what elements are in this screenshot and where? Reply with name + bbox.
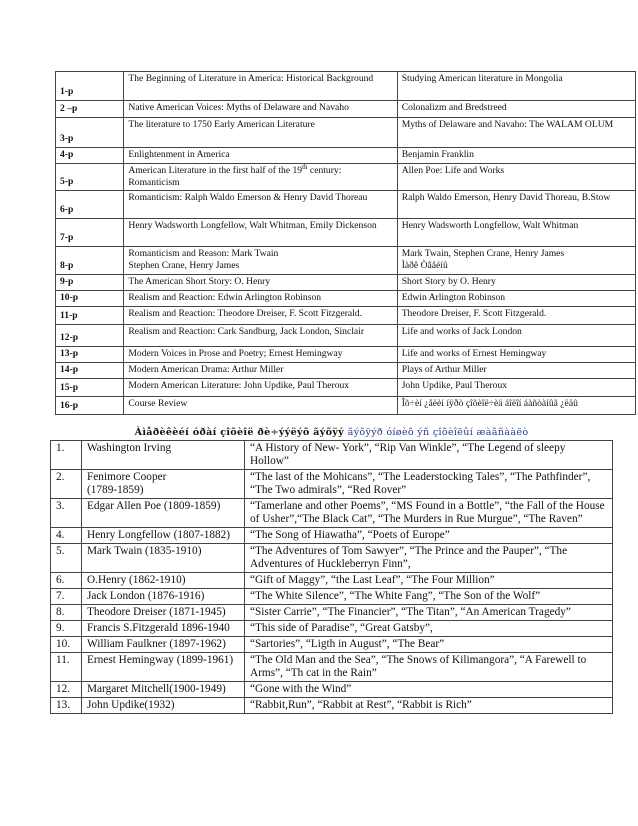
header-part-2: ãýõÿýð óíøèõ ýñ çîõèîëûí æàãñààëò <box>347 427 529 438</box>
extra-cell: Henry Wadsworth Longfellow, Walt Whitman <box>397 219 635 247</box>
topic-cell: Modern Voices in Prose and Poetry; Ernest Hemingway <box>124 347 397 363</box>
schedule-row <box>56 379 636 397</box>
author-cell: Theodore Dreiser (1871-1945) <box>82 605 245 621</box>
author-cell: Edgar Allen Poe (1809-1859) <box>82 499 245 528</box>
schedule-row <box>56 148 636 164</box>
schedule-row <box>56 118 636 148</box>
week-cell: 12-p <box>56 325 124 347</box>
works-cell: “Sartories”, “Ligth in August”, “The Bear” <box>245 637 613 653</box>
extra-cell: Îõ÷èí ¿åëèí íÿðò çîõèîë÷èä áîëîí áàñòàíûã ¿ëäû <box>397 397 635 415</box>
row-number: 5. <box>51 544 82 573</box>
extra-cell: Benjamin Franklin <box>397 148 635 164</box>
author-cell: William Faulkner (1897-1962) <box>82 637 245 653</box>
schedule-row <box>56 291 636 307</box>
works-cell: “Tamerlane and other Poems”, “MS Found in a Bottle”, “the Fall of the House of Usher”,“The Black Cat”, “The Murders in Rue Murgue”, “The Raven” <box>245 499 613 528</box>
week-cell: 15-p <box>56 379 124 397</box>
row-number: 7. <box>51 589 82 605</box>
topic-text: American Literature in the first half of the 19 <box>128 165 303 176</box>
ordinal-suffix: th <box>302 162 308 171</box>
reading-list-header <box>51 426 613 441</box>
author-cell: Ernest Hemingway (1899-1961) <box>82 653 245 682</box>
week-cell: 9-p <box>56 275 124 291</box>
week-cell: 2 –p <box>56 101 124 118</box>
extra-cell: Short Story by O. Henry <box>397 275 635 291</box>
works-cell: “Sister Carrie”, “The Financier”, “The Titan”, “An American Tragedy” <box>245 605 613 621</box>
extra-cell: Life and works of Ernest Hemingway <box>397 347 635 363</box>
topic-cell: Romanticism and Reason: Mark Twain Stephen Crane, Henry James <box>124 247 397 275</box>
topic-cell: Native American Voices: Myths of Delaware and Navaho <box>124 101 397 118</box>
reading-row <box>51 441 613 470</box>
extra-cell: Life and works of Jack London <box>397 325 635 347</box>
works-cell: “This side of Paradise”, “Great Gatsby”, <box>245 621 613 637</box>
week-cell: 6-p <box>56 191 124 219</box>
reading-row <box>51 544 613 573</box>
schedule-row <box>56 325 636 347</box>
topic-cell: Enlightenment in America <box>124 148 397 164</box>
row-number: 1. <box>51 441 82 470</box>
author-cell: Henry Longfellow (1807-1882) <box>82 528 245 544</box>
reading-row <box>51 470 613 499</box>
schedule-row <box>56 164 636 191</box>
works-cell: “A History of New- York”, “Rip Van Winkle”, “The Legend of sleepy Hollow” <box>245 441 613 470</box>
week-cell: 1-p <box>56 72 124 101</box>
topic-cell <box>124 164 397 191</box>
works-cell: “Rabbit,Run”, “Rabbit at Rest”, “Rabbit is Rich” <box>245 698 613 714</box>
extra-cell: Mark Twain, Stephen Crane, Henry James Ìàðê Òâåéíû <box>397 247 635 275</box>
week-cell: 16-p <box>56 397 124 415</box>
row-number: 6. <box>51 573 82 589</box>
reading-row <box>51 637 613 653</box>
row-number: 10. <box>51 637 82 653</box>
author-cell: Jack London (1876-1916) <box>82 589 245 605</box>
works-cell: “Gift of Maggy”, “the Last Leaf”, “The Four Million” <box>245 573 613 589</box>
topic-cell: Henry Wadsworth Longfellow, Walt Whitman, Emily Dickenson <box>124 219 397 247</box>
row-number: 3. <box>51 499 82 528</box>
row-number: 4. <box>51 528 82 544</box>
week-cell: 10-p <box>56 291 124 307</box>
works-cell: “The Song of Hiawatha”, “Poets of Europe” <box>245 528 613 544</box>
course-schedule-table <box>55 71 636 415</box>
week-cell: 3-p <box>56 118 124 148</box>
schedule-row <box>56 397 636 415</box>
row-number: 2. <box>51 470 82 499</box>
reading-list-table <box>50 426 613 714</box>
author-cell: Fenimore Cooper (1789-1859) <box>82 470 245 499</box>
topic-cell: Romanticism: Ralph Waldo Emerson & Henry David Thoreau <box>124 191 397 219</box>
extra-cell: Ralph Waldo Emerson, Henry David Thoreau, B.Stow <box>397 191 635 219</box>
reading-list-header-row <box>51 426 613 441</box>
schedule-row <box>56 247 636 275</box>
reading-row <box>51 605 613 621</box>
topic-cell: The literature to 1750 Early American Literature <box>124 118 397 148</box>
topic-cell: Modern American Literature: John Updike, Paul Theroux <box>124 379 397 397</box>
reading-row <box>51 573 613 589</box>
row-number: 11. <box>51 653 82 682</box>
topic-cell: The Beginning of Literature in America: Historical Background <box>124 72 397 101</box>
reading-row <box>51 528 613 544</box>
topic-cell: The American Short Story: O. Henry <box>124 275 397 291</box>
reading-row <box>51 653 613 682</box>
extra-cell: John Updike, Paul Theroux <box>397 379 635 397</box>
reading-row <box>51 698 613 714</box>
extra-cell: Edwin Arlington Robinson <box>397 291 635 307</box>
reading-row <box>51 589 613 605</box>
extra-cell: Allen Poe: Life and Works <box>397 164 635 191</box>
topic-cell: Realism and Reaction: Edwin Arlington Robinson <box>124 291 397 307</box>
extra-cell: Colonalizm and Bredstreed <box>397 101 635 118</box>
row-number: 12. <box>51 682 82 698</box>
schedule-row <box>56 191 636 219</box>
works-cell: “Gone with the Wind” <box>245 682 613 698</box>
week-cell: 7-p <box>56 219 124 247</box>
row-number: 8. <box>51 605 82 621</box>
week-cell: 5-p <box>56 164 124 191</box>
topic-cell: Realism and Reaction: Theodore Dreiser, F. Scott Fitzgerald. <box>124 307 397 325</box>
extra-cell: Studying American literature in Mongolia <box>397 72 635 101</box>
schedule-row <box>56 219 636 247</box>
author-cell: John Updike(1932) <box>82 698 245 714</box>
author-cell: O.Henry (1862-1910) <box>82 573 245 589</box>
author-cell: Mark Twain (1835-1910) <box>82 544 245 573</box>
topic-cell: Course Review <box>124 397 397 415</box>
week-cell: 14-p <box>56 363 124 379</box>
works-cell: “The Old Man and the Sea”, “The Snows of Kilimangora”, “A Farewell to Arms”, “Th cat in the Rain” <box>245 653 613 682</box>
reading-row <box>51 682 613 698</box>
header-part-1: Àìåðèêèéí óðàí çîõèîë ðè÷ýýëýõ ãýõÿý <box>134 427 345 438</box>
extra-cell: Plays of Arthur Miller <box>397 363 635 379</box>
schedule-row <box>56 347 636 363</box>
topic-cell: Realism and Reaction: Cark Sandburg, Jack London, Sinclair <box>124 325 397 347</box>
works-cell: “The last of the Mohicans”, “The Leaderstocking Tales”, “The Pathfinder”, “The Two admirals”, “Red Rover” <box>245 470 613 499</box>
schedule-row <box>56 363 636 379</box>
author-cell: Washington Irving <box>82 441 245 470</box>
schedule-row <box>56 307 636 325</box>
reading-row <box>51 621 613 637</box>
extra-cell: Myths of Delaware and Navaho: The WALAM OLUM <box>397 118 635 148</box>
schedule-body <box>56 72 636 415</box>
schedule-row <box>56 72 636 101</box>
row-number: 13. <box>51 698 82 714</box>
week-cell: 8-p <box>56 247 124 275</box>
topic-text-end: century: Romanticism <box>128 165 342 188</box>
author-cell: Francis S.Fitzgerald 1896-1940 <box>82 621 245 637</box>
schedule-row <box>56 275 636 291</box>
week-cell: 13-p <box>56 347 124 363</box>
schedule-row <box>56 101 636 118</box>
row-number: 9. <box>51 621 82 637</box>
week-cell: 4-p <box>56 148 124 164</box>
topic-cell: Modern American Drama: Arthur Miller <box>124 363 397 379</box>
works-cell: “The White Silence”, “The White Fang”, “The Son of the Wolf” <box>245 589 613 605</box>
extra-cell: Theodore Dreiser, F. Scott Fitzgerald. <box>397 307 635 325</box>
reading-row <box>51 499 613 528</box>
works-cell: “The Adventures of Tom Sawyer”, “The Prince and the Pauper”, “The Adventures of Huckleberryn Finn”, <box>245 544 613 573</box>
reading-list-body <box>51 426 613 714</box>
author-cell: Margaret Mitchell(1900-1949) <box>82 682 245 698</box>
week-cell: 11-p <box>56 307 124 325</box>
